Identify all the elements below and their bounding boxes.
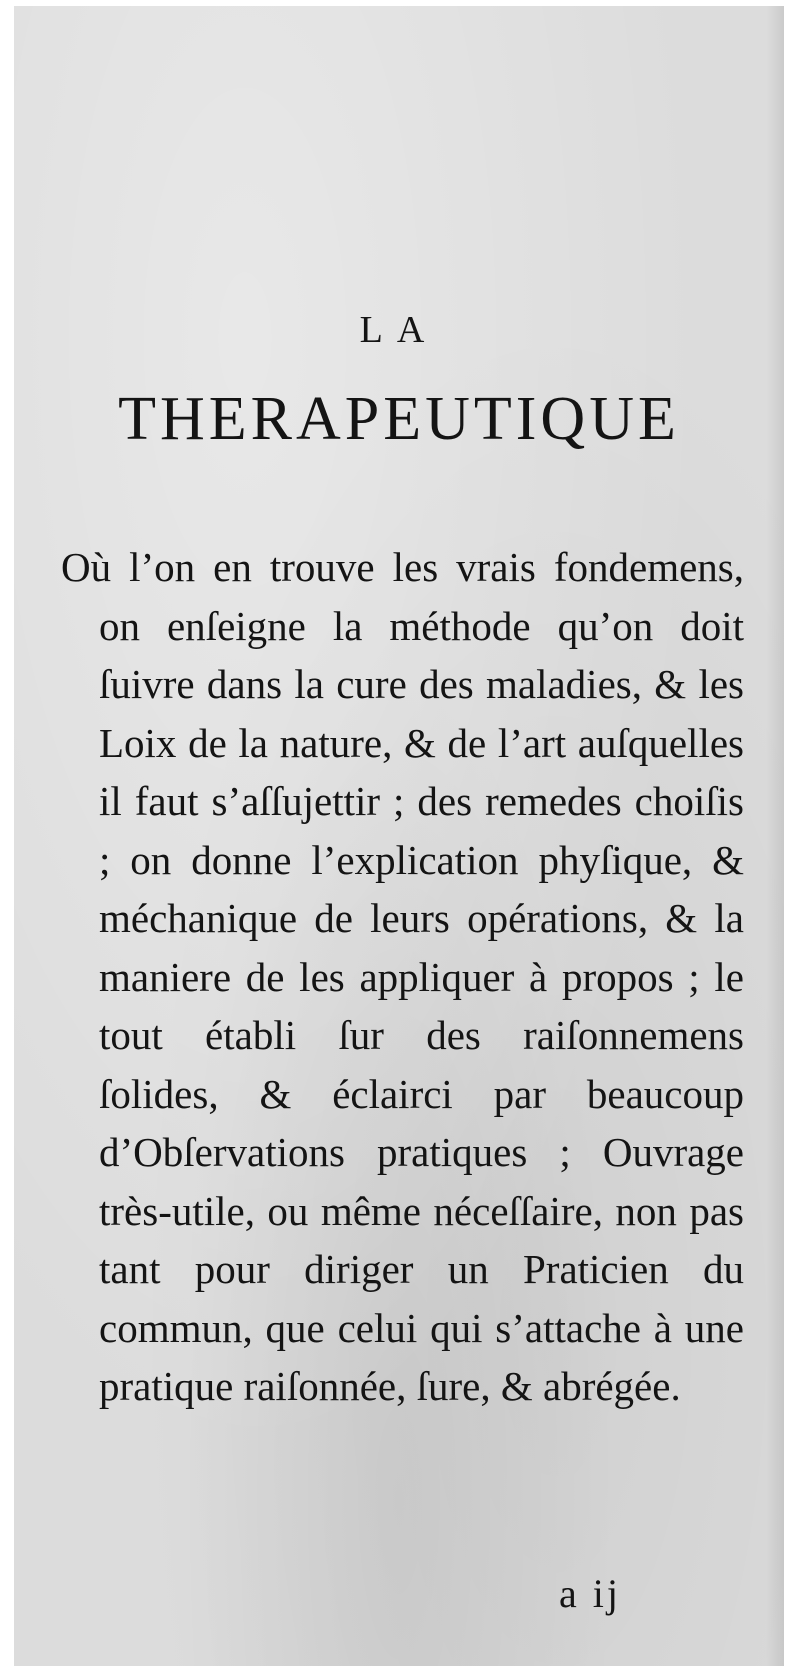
book-page <box>14 6 784 1666</box>
page-edge-shadow <box>766 6 784 1666</box>
title-article: LA <box>359 309 439 351</box>
signature-mark: a ij <box>559 1571 621 1616</box>
page-title: THERAPEUTIQUE <box>118 385 680 453</box>
description-paragraph: Où l’on en trouve les vrais fondemens, on enſeigne la méthode qu’on doit ſuivre dans la cure des maladies, & les Loix de la nature, & de l’art auſquelles il faut s’aſſujettir ; des remedes choiſis ; on donne l’explication phyſique, & méchanique de leurs opérations, & la maniere de les appliquer à propos ; le tout établi ſur des raiſonnemens ſolides, & éclairci par beaucoup d’Obſervations pratiques ; Ouvrage très-utile, ou même néceſſaire, non pas tant pour diriger un Praticien du commun, que celui qui s’attache à une pratique raiſonnée, ſure, & abrégée. <box>61 544 744 1409</box>
